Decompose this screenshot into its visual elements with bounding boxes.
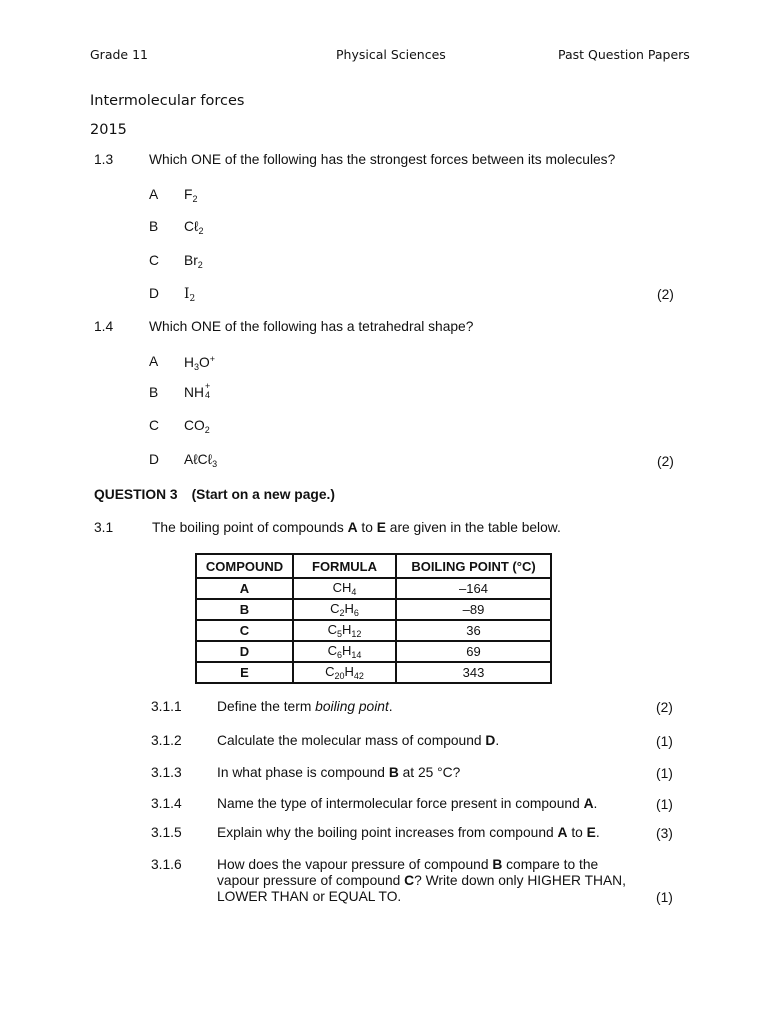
- q14-option-b-letter: B: [149, 385, 159, 400]
- question3-heading: QUESTION 3 (Start on a new page.): [94, 487, 335, 502]
- q14-option-c-formula: $CO_2$: [184, 418, 210, 435]
- cell-compound: A: [196, 578, 293, 599]
- cell-boiling-point: 36: [396, 620, 551, 641]
- header-grade: Grade 11: [90, 47, 148, 62]
- q14-text: Which ONE of the following has a tetrahedral shape?: [149, 319, 474, 334]
- q13-option-d-letter: D: [149, 286, 159, 301]
- cell-compound: D: [196, 641, 293, 662]
- cell-compound: B: [196, 599, 293, 620]
- q311-number: 3.1.1: [151, 699, 182, 714]
- q14-option-a-formula: $H_3O^+$: [184, 354, 215, 372]
- table-row: [196, 578, 551, 599]
- q14-option-d-letter: D: [149, 452, 159, 467]
- q314-text: Name the type of intermolecular force present in compound A.: [217, 796, 598, 811]
- cell-formula: $C_5H_{12}$: [293, 620, 396, 641]
- table-row: [196, 641, 551, 662]
- q13-option-b-formula: Cℓ$_2$: [184, 219, 204, 236]
- q13-number: 1.3: [94, 152, 114, 167]
- cell-compound: C: [196, 620, 293, 641]
- cell-boiling-point: –164: [396, 578, 551, 599]
- q14-option-c-letter: C: [149, 418, 159, 433]
- q311-text: Define the term boiling point.: [217, 699, 393, 714]
- q311-marks: (2): [656, 700, 673, 715]
- cell-boiling-point: 343: [396, 662, 551, 683]
- q315-marks: (3): [656, 826, 673, 841]
- table-row: [196, 620, 551, 641]
- header-subject: Physical Sciences: [336, 47, 446, 62]
- q314-number: 3.1.4: [151, 796, 182, 811]
- table-row: [196, 599, 551, 620]
- q31-text: The boiling point of compounds A to E are given in the table below.: [152, 520, 561, 535]
- q14-option-d-formula: AℓCℓ$_3$: [184, 452, 218, 469]
- cell-formula: $C_{20}H_{42}$: [293, 662, 396, 683]
- q13-option-b-letter: B: [149, 219, 159, 234]
- q14-number: 1.4: [94, 319, 114, 334]
- q314-marks: (1): [656, 797, 673, 812]
- q315-text: Explain why the boiling point increases from compound A to E.: [217, 825, 600, 840]
- cell-formula: $C_6H_{14}$: [293, 641, 396, 662]
- q313-marks: (1): [656, 766, 673, 781]
- q316-marks: (1): [656, 890, 673, 905]
- table-row: [196, 662, 551, 683]
- q14-option-b-formula: NH + 4: [184, 381, 211, 400]
- q13-marks: (2): [657, 287, 674, 302]
- q312-marks: (1): [656, 734, 673, 749]
- q315-number: 3.1.5: [151, 825, 182, 840]
- q13-option-c-formula: $Br_2$: [184, 253, 203, 270]
- q316-number: 3.1.6: [151, 857, 182, 872]
- q13-option-d-formula: $I_2$: [184, 286, 196, 304]
- q14-option-a-letter: A: [149, 354, 159, 369]
- section-title: Intermolecular forces: [90, 93, 245, 109]
- q13-option-c-letter: C: [149, 253, 159, 268]
- cell-boiling-point: 69: [396, 641, 551, 662]
- year-label: 2015: [90, 122, 127, 138]
- q312-number: 3.1.2: [151, 733, 182, 748]
- q13-option-a-letter: A: [149, 187, 159, 202]
- q14-marks: (2): [657, 454, 674, 469]
- table-header-row: [196, 554, 551, 578]
- q13-option-a-formula: $F_2$: [184, 187, 198, 204]
- cell-formula: $C_2H_6$: [293, 599, 396, 620]
- q13-text: Which ONE of the following has the strongest forces between its molecules?: [149, 152, 616, 167]
- cell-formula: $CH_4$: [293, 578, 396, 599]
- header-source: Past Question Papers: [558, 47, 690, 62]
- q312-text: Calculate the molecular mass of compound D.: [217, 733, 500, 748]
- col-header-compound: COMPOUND: [196, 554, 293, 578]
- q316-text: How does the vapour pressure of compound B compare to the vapour pressure of compound C? Write down only HIGHER THAN, LOWER THAN or EQUAL TO.: [217, 857, 626, 904]
- q313-number: 3.1.3: [151, 765, 182, 780]
- q31-number: 3.1: [94, 520, 114, 535]
- col-header-boiling-point: BOILING POINT (°C): [396, 554, 551, 578]
- cell-compound: E: [196, 662, 293, 683]
- q313-text: In what phase is compound B at 25 °C?: [217, 765, 461, 780]
- boiling-point-table: [195, 553, 552, 684]
- cell-boiling-point: –89: [396, 599, 551, 620]
- col-header-formula: FORMULA: [293, 554, 396, 578]
